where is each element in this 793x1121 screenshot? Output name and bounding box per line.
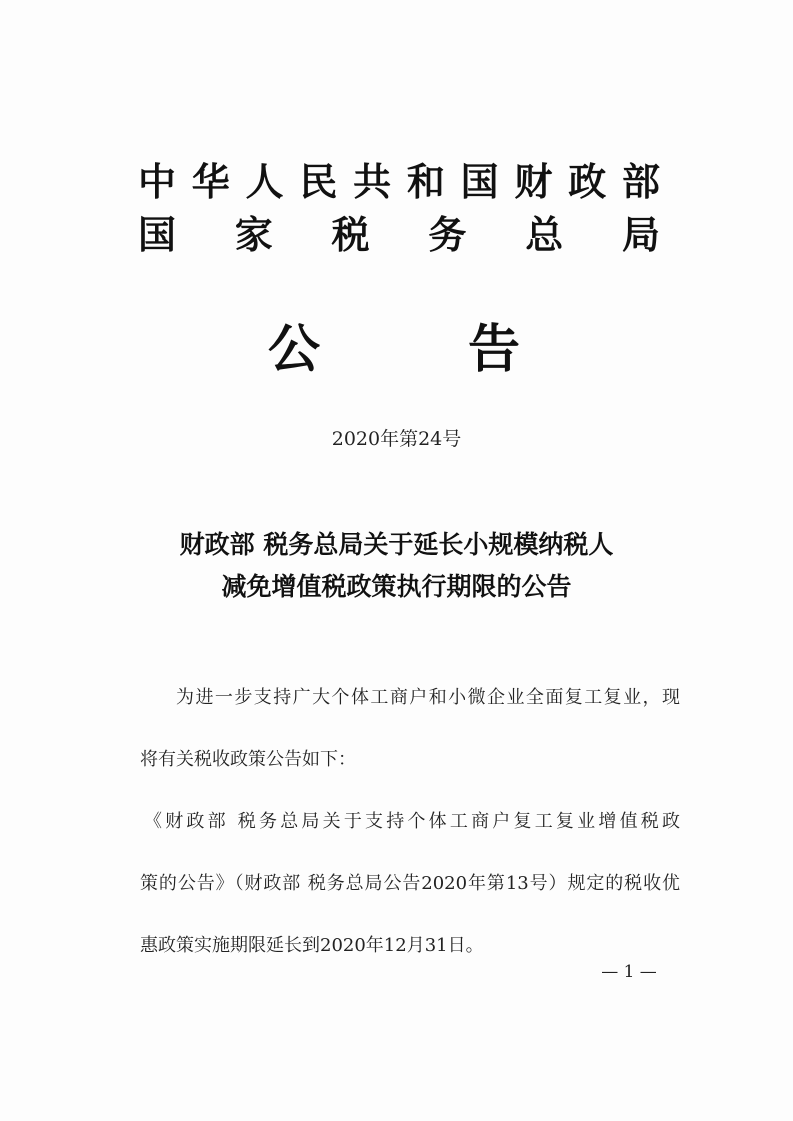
- issuer-tax-administration: 国家税务总局: [138, 212, 660, 257]
- body-paragraph-2-line-3: 惠政策实施期限延长到2020年12月31日。: [140, 935, 484, 956]
- page-number: — 1 —: [601, 962, 657, 982]
- body-paragraph-1-line-1: 为进一步支持广大个体工商户和小微企业全面复工复业，现: [176, 687, 680, 708]
- issuer-ministry-of-finance: 中华人民共和国财政部: [138, 159, 660, 204]
- body-paragraph-2-line-2: 策的公告》（财政部 税务总局公告2020年第13号）规定的税收优: [140, 873, 680, 894]
- body-paragraph-2-line-1: 《财政部 税务总局关于支持个体工商户复工复业增值税政: [144, 811, 680, 832]
- document-number: 2020年第24号: [331, 428, 462, 450]
- document-title-line-1: 财政部 税务总局关于延长小规模纳税人: [179, 530, 614, 559]
- body-paragraph-1-line-2: 将有关税收政策公告如下：: [140, 749, 356, 770]
- document-type-heading: 公告: [268, 319, 520, 380]
- document-title-line-2: 减免增值税政策执行期限的公告: [221, 572, 572, 601]
